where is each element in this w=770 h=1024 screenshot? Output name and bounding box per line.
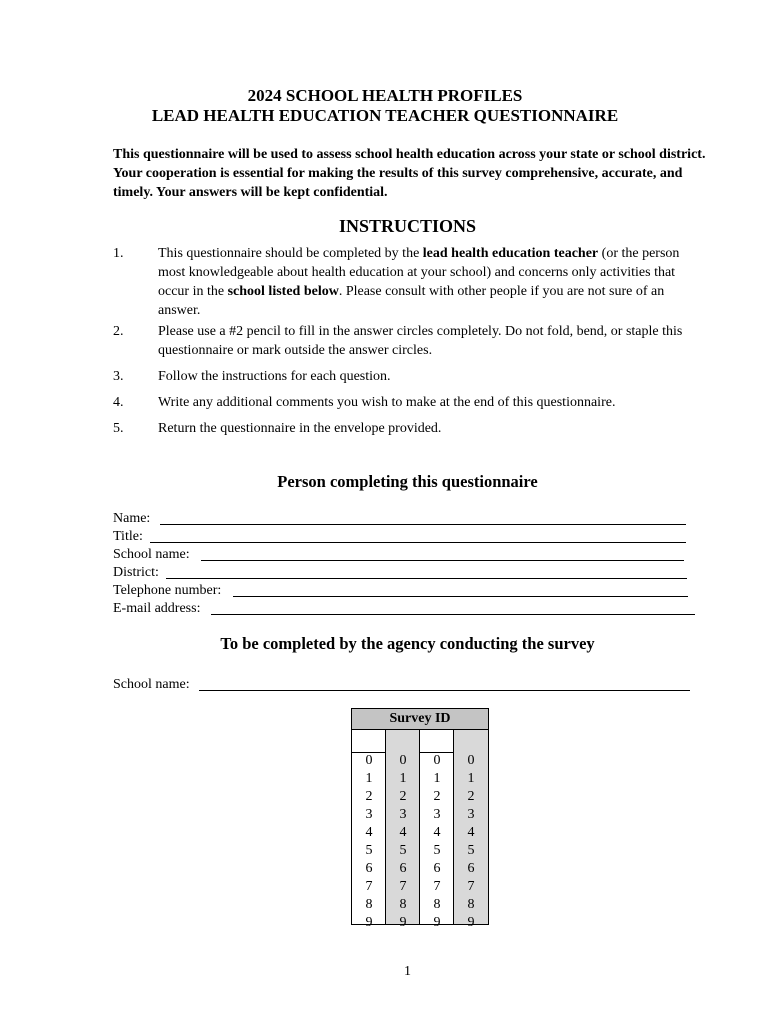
document-title-year: 2024 SCHOOL HEALTH PROFILES	[247, 86, 523, 105]
survey-id-digit[interactable]: 8	[433, 897, 441, 912]
survey-id-digit[interactable]: 5	[399, 843, 407, 858]
survey-id-digit[interactable]: 0	[467, 753, 475, 768]
survey-id-digit[interactable]: 5	[467, 843, 475, 858]
survey-id-digit[interactable]: 8	[467, 897, 475, 912]
survey-id-digit[interactable]: 1	[433, 771, 441, 786]
name-field-label: Name:	[113, 511, 151, 526]
grid-divider	[385, 730, 386, 925]
instruction-number: 1.	[113, 246, 124, 261]
title-field-line[interactable]	[150, 542, 686, 543]
telephone-field-label: Telephone number:	[113, 583, 222, 598]
survey-id-digit[interactable]: 7	[365, 879, 373, 894]
survey-id-digit[interactable]: 1	[365, 771, 373, 786]
survey-id-digit[interactable]: 3	[399, 807, 407, 822]
agency-school-name-line[interactable]	[199, 690, 690, 691]
instruction-number: 4.	[113, 395, 124, 410]
title-field-label: Title:	[113, 529, 143, 544]
intro-paragraph: This questionnaire will be used to assess school health education across your state or school district. Your cooperation is essential for making the results of this survey comprehensive, accurate, and timely. Your answers will be kept confidential.	[113, 147, 706, 200]
emphasis-school-listed: school listed below	[227, 284, 339, 299]
instruction-text: Return the questionnaire in the envelope provided.	[158, 421, 442, 436]
survey-id-digit[interactable]: 6	[399, 861, 407, 876]
survey-id-blank-cell	[386, 730, 420, 753]
survey-id-digit[interactable]: 5	[433, 843, 441, 858]
survey-id-digit[interactable]: 0	[365, 753, 373, 768]
telephone-field-line[interactable]	[233, 596, 688, 597]
survey-id-digit[interactable]: 3	[433, 807, 441, 822]
survey-id-digit[interactable]: 3	[467, 807, 475, 822]
emphasis-lead-teacher: lead health education teacher	[422, 246, 599, 261]
instructions-heading: INSTRUCTIONS	[338, 216, 477, 236]
grid-divider	[419, 730, 420, 925]
survey-id-digit[interactable]: 3	[365, 807, 373, 822]
survey-id-digit[interactable]: 7	[467, 879, 475, 894]
survey-id-header: Survey ID	[352, 709, 488, 730]
survey-id-digit-column-2[interactable]	[386, 752, 420, 930]
school-name-field-label: School name:	[113, 547, 190, 562]
instruction-text: This questionnaire should be completed by the lead health education teacher (or the person most knowledgeable about health education at your school) and concerns only activities that occur in the school listed below. Please consult with other people if you are not sure of an answer.	[158, 246, 680, 318]
survey-id-digit[interactable]: 6	[433, 861, 441, 876]
survey-id-digit[interactable]: 4	[467, 825, 475, 840]
survey-id-digit[interactable]: 9	[433, 915, 441, 930]
survey-id-digit[interactable]: 2	[467, 789, 475, 804]
survey-id-digit[interactable]: 4	[365, 825, 373, 840]
survey-id-digit[interactable]: 6	[365, 861, 373, 876]
survey-id-digit[interactable]: 9	[467, 915, 475, 930]
name-field-line[interactable]	[160, 524, 686, 525]
survey-id-digit[interactable]: 1	[467, 771, 475, 786]
instruction-number: 5.	[113, 421, 124, 436]
survey-id-digit-column-1[interactable]	[352, 752, 386, 932]
instruction-text: Follow the instructions for each question.	[158, 369, 391, 384]
page-number: 1	[404, 964, 411, 979]
survey-id-digit[interactable]: 8	[365, 897, 373, 912]
survey-id-blank-cell	[420, 730, 454, 753]
document-title-questionnaire: LEAD HEALTH EDUCATION TEACHER QUESTIONNAIRE	[151, 106, 619, 125]
survey-id-digit[interactable]: 7	[433, 879, 441, 894]
survey-id-digit[interactable]: 9	[399, 915, 407, 930]
agency-section-heading: To be completed by the agency conducting the survey	[220, 634, 595, 653]
survey-id-digit[interactable]: 2	[365, 789, 373, 804]
survey-id-digit[interactable]: 9	[365, 915, 373, 930]
instruction-text: Write any additional comments you wish to make at the end of this questionnaire.	[158, 395, 616, 410]
instruction-number: 3.	[113, 369, 124, 384]
survey-id-digit[interactable]: 2	[433, 789, 441, 804]
survey-id-digit[interactable]: 6	[467, 861, 475, 876]
survey-id-blank-cell	[352, 730, 386, 753]
person-section-heading: Person completing this questionnaire	[277, 472, 538, 491]
email-field-label: E-mail address:	[113, 601, 201, 616]
school-name-field-line[interactable]	[201, 560, 684, 561]
survey-id-digit[interactable]: 7	[399, 879, 407, 894]
survey-id-digit-column-3[interactable]	[420, 752, 454, 932]
email-field-line[interactable]	[211, 614, 695, 615]
survey-id-digit[interactable]: 2	[399, 789, 407, 804]
survey-id-digit[interactable]: 4	[433, 825, 441, 840]
survey-id-blank-cell	[454, 730, 488, 753]
district-field-line[interactable]	[166, 578, 687, 579]
survey-id-digit[interactable]: 4	[399, 825, 407, 840]
survey-id-digit[interactable]: 0	[399, 753, 407, 768]
survey-id-digit[interactable]: 0	[433, 753, 441, 768]
instruction-text: Please use a #2 pencil to fill in the answer circles completely. Do not fold, bend, or staple this questionnaire or mark outside the answer circles.	[158, 324, 683, 358]
district-field-label: District:	[113, 565, 159, 580]
survey-id-digit[interactable]: 1	[399, 771, 407, 786]
survey-id-digit-column-4[interactable]	[454, 752, 488, 930]
survey-id-digit[interactable]: 5	[365, 843, 373, 858]
survey-id-grid	[351, 708, 489, 930]
survey-id-digit[interactable]: 8	[399, 897, 407, 912]
grid-divider	[453, 730, 454, 925]
instruction-number: 2.	[113, 324, 124, 339]
agency-school-name-label: School name:	[113, 677, 190, 692]
